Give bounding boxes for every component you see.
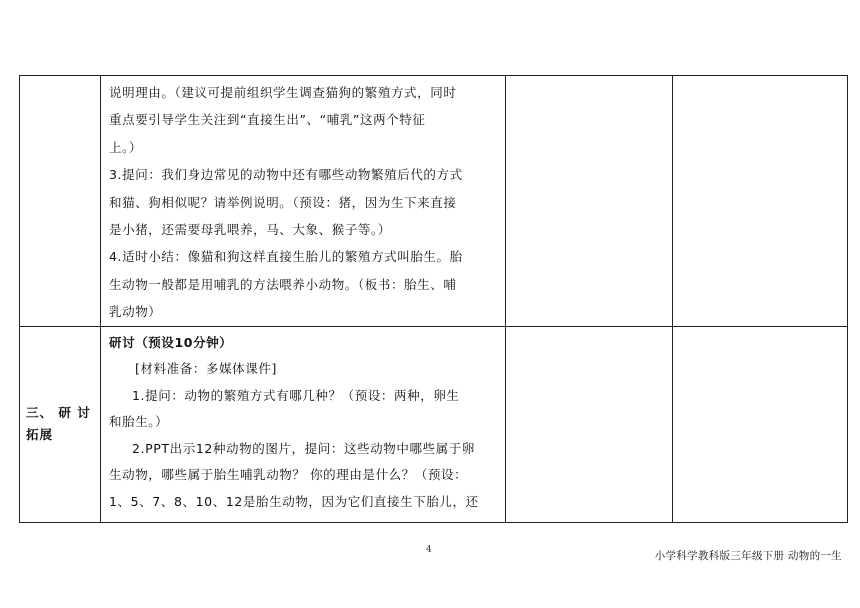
notes-cell xyxy=(673,76,848,327)
content-line: 乳动物） xyxy=(109,304,162,320)
content-line: 1、5、7、8、10、12是胎生动物，因为它们直接生下胎儿，还 xyxy=(109,493,479,509)
content-line: 4.适时小结：像猫和狗这样直接生胎儿的繁殖方式叫胎生。胎 xyxy=(109,249,463,265)
page-number: 4 xyxy=(426,545,432,555)
content-line: 1.提问：动物的繁殖方式有哪几种？（预设：两种，卵生 xyxy=(132,387,460,403)
content-line: 上。） xyxy=(109,139,143,155)
materials-note: [材料准备：多媒体课件] xyxy=(135,361,277,377)
content-line: 生动物一般都是用哺乳的方法喂养小动物。（板书：胎生、哺 xyxy=(109,276,457,292)
document-title: 小学科学教科版三年级下册 动物的一生 xyxy=(654,550,842,562)
content-line: 是小猪，还需要母乳喂养，马、大象、猴子等。） xyxy=(109,222,391,238)
table-row xyxy=(20,326,848,522)
content-line: 说明理由。（建议可提前组织学生调查猫狗的繁殖方式，同时 xyxy=(109,85,457,100)
content-line: 和猫、狗相似呢？请举例说明。（预设：猪，因为生下来直接 xyxy=(109,194,457,210)
lesson-plan-table xyxy=(19,75,848,523)
content-line: 和胎生。） xyxy=(109,414,169,430)
content-line: 2.PPT出示12种动物的图片，提问：这些动物中哪些属于卵 xyxy=(132,440,475,456)
section-heading: 研讨（预设10分钟） xyxy=(109,334,233,350)
content-line: 重点要引导学生关注到“直接生出”、“哺乳”这两个特征 xyxy=(109,112,426,128)
notes-cell xyxy=(673,326,848,522)
student-activity-cell xyxy=(506,76,673,327)
content-line: 3.提问：我们身边常见的动物中还有哪些动物繁殖后代的方式 xyxy=(109,167,463,183)
section-cell xyxy=(20,76,101,327)
section-title-cont: 拓展 xyxy=(26,427,54,443)
content-line: 生动物，哪些属于胎生哺乳动物？ 你的理由是什么？（预设： xyxy=(109,467,468,483)
student-activity-cell xyxy=(506,326,673,522)
section-cell xyxy=(20,326,101,522)
content-cell xyxy=(101,76,506,327)
section-title: 三、 研 讨 xyxy=(26,405,91,421)
table-row xyxy=(20,76,848,327)
content-cell xyxy=(101,326,506,522)
